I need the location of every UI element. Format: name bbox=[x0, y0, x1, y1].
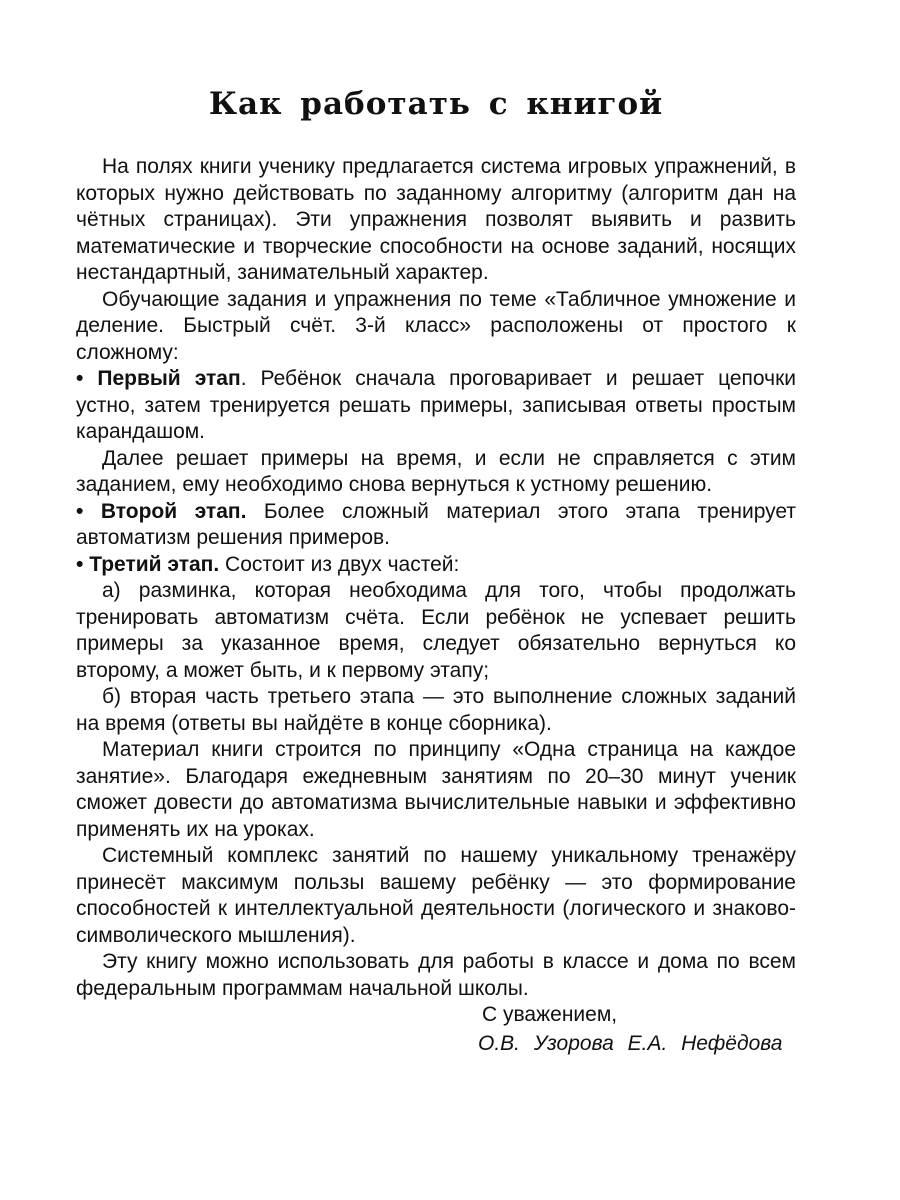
stage-two-label: Второй этап. bbox=[100, 499, 247, 523]
paragraph-intro: На полях книги ученику предлагается система игровых упражнений, в которых нужно действовать по заданному алгоритму (алгоритм дан на чётных страницах). Эти упражнения позволят выявить и развить математические и творческие способности на основе заданий, носящих нестандартный, занимательный характер. bbox=[76, 155, 796, 284]
paragraph-stage-one-continued: Далее решает примеры на время, и если не справляется с этим заданием, ему необходимо снова вернуться к устному решению. bbox=[76, 446, 796, 496]
paragraph-complex: Системный комплекс занятий по нашему уникальному тренажёру принесёт максимум пользы вашему ребёнку — это формирование способностей к интеллектуальной деятельности (логического и знаково-символического мышления). bbox=[76, 844, 796, 947]
bullet-marker: • bbox=[76, 552, 84, 576]
bullet-marker: • bbox=[76, 499, 84, 523]
bullet-marker: • bbox=[76, 367, 84, 390]
stage-two bbox=[76, 499, 796, 552]
stage-one bbox=[76, 366, 796, 446]
stage-three bbox=[76, 552, 796, 579]
paragraph-part-a: а) разминка, которая необходима для того, чтобы продолжать тренировать автоматизм счёта. Если ребёнок не успевает решить примеры за указанное время, следует обязательно вернуться ко второму, а может быть, и к первому этапу; bbox=[76, 579, 796, 682]
page-title: Как работать с книгой bbox=[208, 86, 664, 122]
stage-three-label: Третий этап. bbox=[89, 552, 220, 576]
stage-two-text: Более сложный материал этого этапа тренирует автоматизм решения примеров. bbox=[76, 499, 797, 549]
paragraph-usage: Эту книгу можно использовать для работы в классе и дома по всем федеральным программам начальной школы. bbox=[76, 950, 796, 1000]
stage-one-text: . Ребёнок сначала проговаривает и решает цепочки устно, затем тренируется решать примеры, записывая ответы простым карандашом. bbox=[76, 367, 796, 443]
document-body bbox=[76, 154, 796, 1059]
closing-line: С уважением, bbox=[482, 1003, 618, 1026]
author-signature: О.В. Узорова Е.А. Нефёдова bbox=[478, 1031, 783, 1055]
paragraph-part-b: б) вторая часть третьего этапа — это выполнение сложных заданий на время (ответы вы найдёте в конце сборника). bbox=[76, 685, 796, 735]
paragraph-principle: Материал книги строится по принципу «Одна страница на каждое занятие». Благодаря ежедневным занятиям по 20–30 минут ученик сможет довести до автоматизма вычислительные навыки и эффективно применять их на уроках. bbox=[76, 738, 796, 841]
paragraph-topic: Обучающие задания и упражнения по теме «Табличное умножение и деление. Быстрый счёт. 3-й класс» расположены от простого к сложному: bbox=[76, 287, 796, 364]
stage-one-label: Первый этап bbox=[97, 367, 241, 390]
stage-three-text: Состоит из двух частей: bbox=[219, 552, 460, 576]
